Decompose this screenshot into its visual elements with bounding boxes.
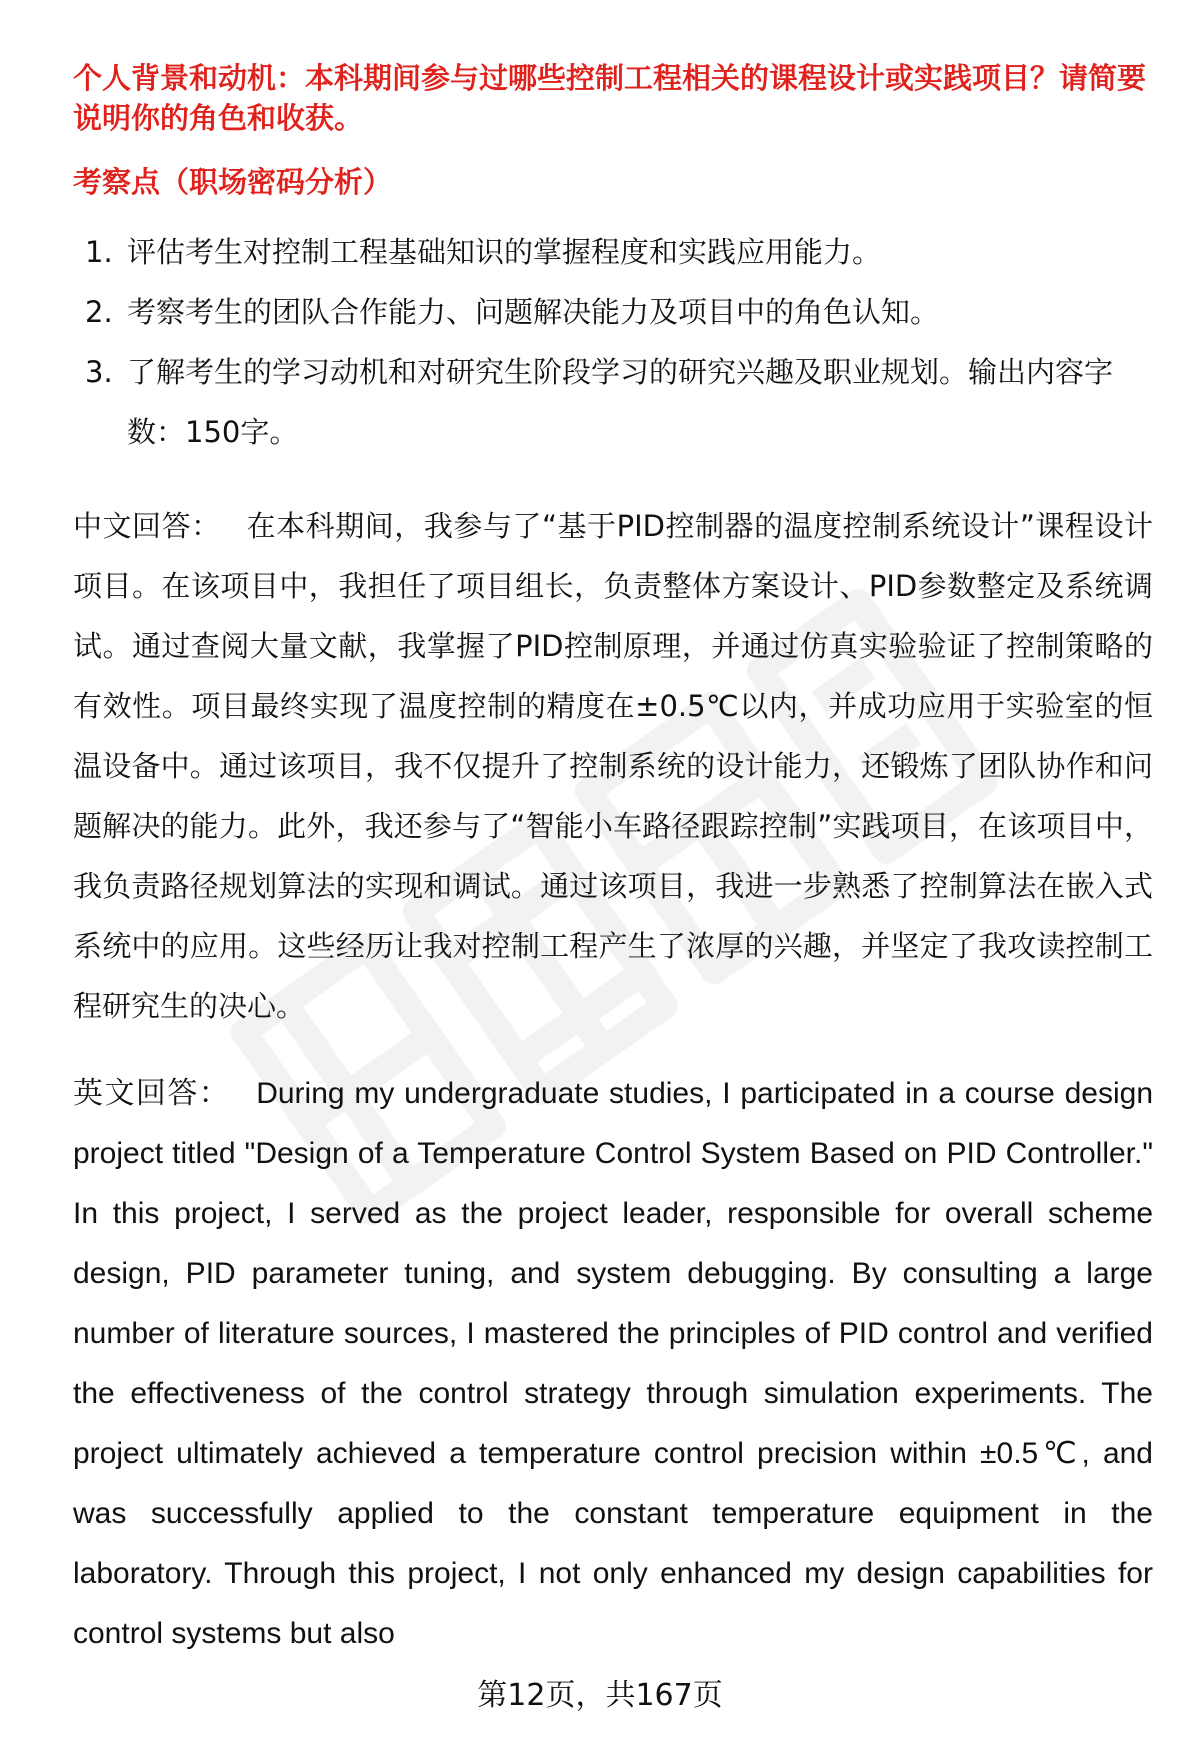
section-title: 考察点（职场密码分析） <box>73 165 393 199</box>
list-item-text: 考察考生的团队合作能力、问题解决能力及项目中的角色认知。 <box>127 295 940 329</box>
list-item-text: 了解考生的学习动机和对研究生阶段学习的研究兴趣及职业规划。输出内容字数：150字。 <box>127 355 1114 449</box>
list-item-text: 评估考生对控制工程基础知识的掌握程度和实践应用能力。 <box>127 235 882 269</box>
english-answer-text: During my undergraduate studies, I participated in a course design project titled "Design of a Temperature Control System Based on PID Controller." In this project, I served as the project leader, responsible for overall scheme design, PID parameter tuning, and system debugging. By consulting a large number of literature sources, I mastered the principles of PID control and verified the effectiveness of the control strategy through simulation experiments. The project ultimately achieved a temperature control precision within ±0.5℃, and was successfully applied to the constant temperature equipment in the laboratory. Through this project, I not only enhanced my design capabilities for control systems but also <box>73 1077 1154 1650</box>
english-answer <box>73 1064 1153 1664</box>
assessment-points-list <box>73 222 1153 462</box>
list-item <box>73 282 1153 342</box>
document-page <box>73 58 1153 1664</box>
list-item <box>73 342 1153 462</box>
list-number: 1. <box>85 235 113 269</box>
chinese-answer-text: 在本科期间，我参与了“基于PID控制器的温度控制系统设计”课程设计项目。在该项目中，我担任了项目组长，负责整体方案设计、PID参数整定及系统调试。通过查阅大量文献，我掌握了PID控制原理，并通过仿真实验验证了控制策略的有效性。项目最终实现了温度控制的精度在±0.5℃以内，并成功应用于实验室的恒温设备中。通过该项目，我不仅提升了控制系统的设计能力，还锻炼了团队协作和问题解决的能力。此外，我还参与了“智能小车路径跟踪控制”实践项目，在该项目中，我负责路径规划算法的实现和调试。通过该项目，我进一步熟悉了控制算法在嵌入式系统中的应用。这些经历让我对控制工程产生了浓厚的兴趣，并坚定了我攻读控制工程研究生的决心。 <box>73 509 1153 1023</box>
question-heading: 个人背景和动机：本科期间参与过哪些控制工程相关的课程设计或实践项目？请简要说明你的角色和收获。 <box>73 61 1147 135</box>
english-answer-label: 英文回答： <box>73 1077 231 1110</box>
page-number-footer: 第12页，共167页 <box>477 1678 723 1713</box>
list-item <box>73 222 1153 282</box>
list-number: 3. <box>85 355 113 389</box>
chinese-answer-label: 中文回答： <box>73 509 221 543</box>
chinese-answer <box>73 496 1153 1036</box>
list-number: 2. <box>85 295 113 329</box>
